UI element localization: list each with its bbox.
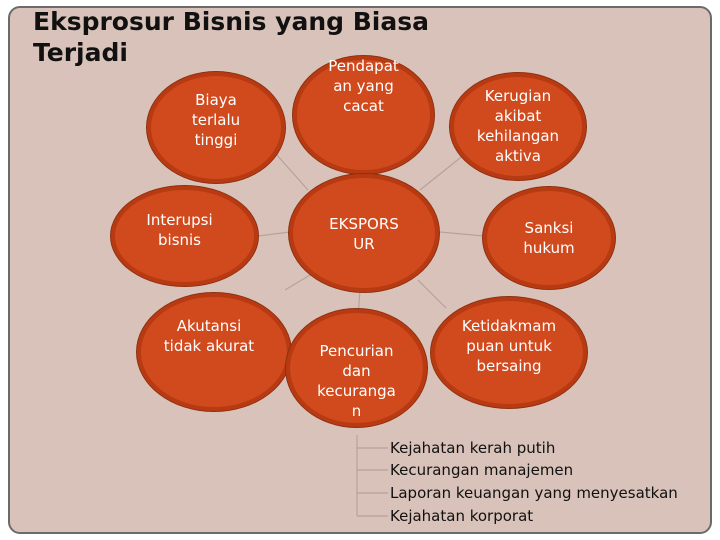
node-label-ketidakmampuan: Ketidakmam puan untuk bersaing <box>461 317 557 375</box>
node-label-akutansi: Akutansi tidak akurat <box>163 317 255 355</box>
fraud-type-item: Kejahatan kerah putih <box>390 439 556 457</box>
fraud-type-item: Kecurangan manajemen <box>390 461 574 479</box>
connector-interupsi <box>258 232 290 236</box>
node-label-pencurian: Pencurian dan kecuranga n <box>317 342 396 420</box>
slide-title: Eksprosur Bisnis yang Biasa Terjadi <box>33 7 429 67</box>
node-label-pendapat: Pendapat an yang cacat <box>328 57 399 115</box>
connector-akutansi <box>285 275 310 290</box>
fraud-type-item: Kejahatan korporat <box>390 507 534 525</box>
node-label-sanksi: Sanksi hukum <box>523 219 575 257</box>
node-label-interupsi: Interupsi bisnis <box>146 211 213 249</box>
node-label-kerugian: Kerugian akibat kehilangan aktiva <box>476 87 560 165</box>
fraud-type-item: Laporan keuangan yang menyesatkan <box>390 484 678 502</box>
node-label-center: EKSPORS UR <box>329 215 399 253</box>
node-label-biaya: Biaya terlalu tinggi <box>191 91 241 149</box>
connector-ketidakmampuan <box>418 280 446 308</box>
connector-sanksi <box>440 232 484 236</box>
